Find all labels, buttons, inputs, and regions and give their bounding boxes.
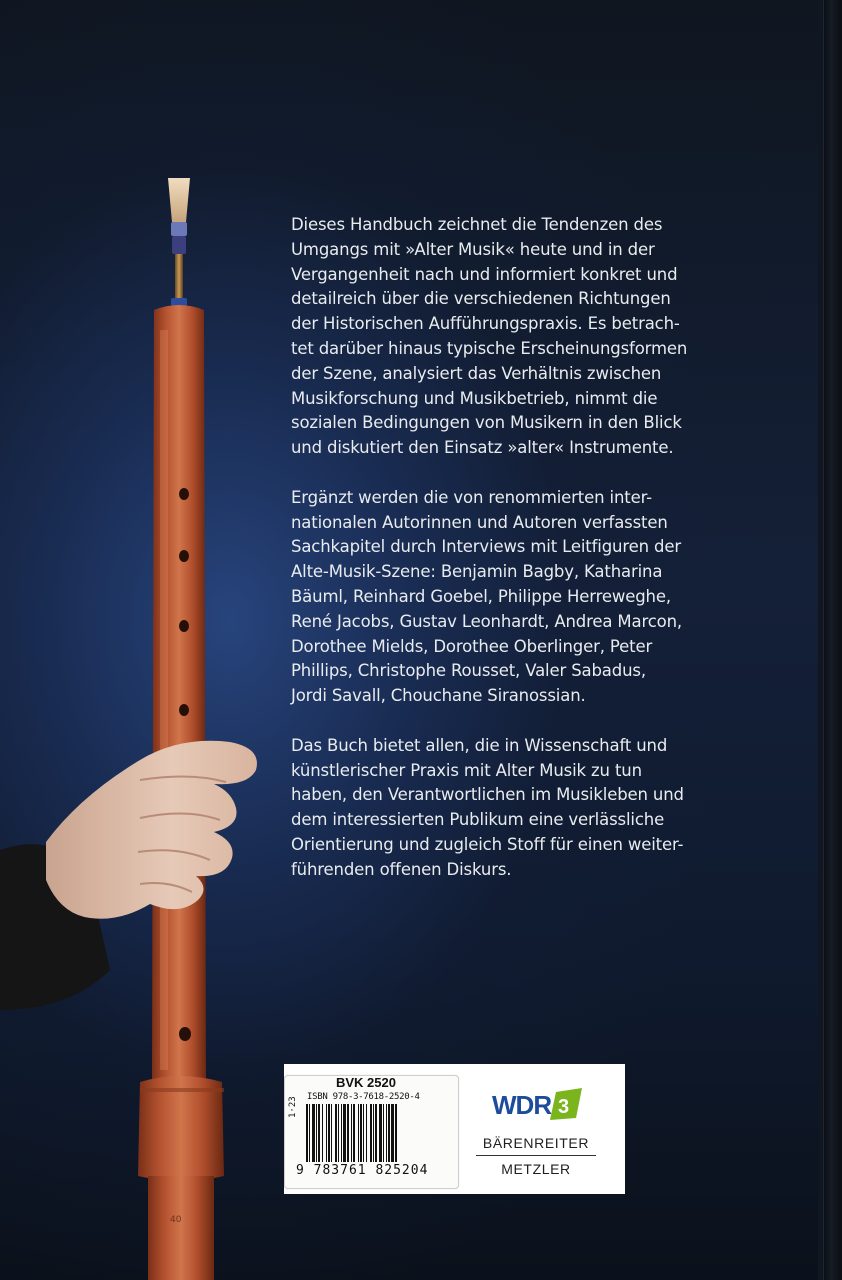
- barcode-bar: [322, 1104, 323, 1162]
- barcode-bar: [360, 1104, 362, 1162]
- barcode-bar: [363, 1104, 364, 1162]
- blurb-paragraph-1: Dieses Handbuch zeichnet die Tendenzen des Umgangs mit »Alter Musik« heute und in der Vergangenheit nach und informiert konkret und detailreich über die verschiedenen Richtungen der Historischen Aufführungspraxis. Es betrach- tet darüber hinaus typische Erscheinungsformen der Szene, analysiert das Verhältnis zwischen Musikforschung und Musikbetrieb, nimmt die sozialen Bedingungen von Musikern in den Blick und diskutiert den Einsatz »alter« Instrumente.: [291, 215, 688, 458]
- barcode-bar: [318, 1104, 320, 1162]
- wdr-channel-number: 3: [558, 1096, 570, 1118]
- finger-hole: [179, 704, 189, 716]
- blurb-paragraph-2: Ergänzt werden die von renommierten inter- nationalen Autorinnen und Autoren verfassten Sachkapitel durch Interviews mit Leitfiguren der Alte-Musik-Szene: Benjamin Bagby, Katharina Bäuml, Reinhard Goebel, Philippe Herreweghe, René Jacobs, Gustav Leonhardt, Andrea Marcon, Dorothee Mields, Dorothee Oberlinger, Peter Phillips, Christophe Rousset, Valer Sabadus, Jordi Savall, Chouchane Siranossian.: [291, 487, 682, 706]
- publisher-name-1: BÄRENREITER: [482, 1135, 590, 1151]
- barcode-bar: [343, 1104, 346, 1162]
- barcode-bar: [366, 1104, 367, 1162]
- barcode: [304, 1104, 432, 1162]
- publisher-logo: [476, 1135, 596, 1177]
- wdr-logo-text: WDR: [492, 1090, 552, 1120]
- blurb-paragraph-3: Das Buch bietet allen, die in Wissenschaft und künstlerischer Praxis mit Alter Musik zu tun haben, den Verantwortlichen im Musikleben und dem interessierten Publikum eine verlässliche Orientierung und zugleich Stoff für einen weiter- führenden offenen Diskurs.: [291, 735, 684, 879]
- back-cover-blurb: [291, 213, 723, 907]
- barcode-bar: [347, 1104, 349, 1162]
- wdr3-logo: [492, 1086, 584, 1122]
- svg-text:40: 40: [170, 1215, 182, 1225]
- barcode-bar: [316, 1104, 317, 1162]
- barcode-bar: [309, 1104, 310, 1162]
- isbn-text: ISBN 978-3-7618-2520-4: [307, 1092, 420, 1102]
- barcode-bar: [370, 1104, 372, 1162]
- barcode-bar: [353, 1104, 355, 1162]
- barcode-bar: [331, 1104, 332, 1162]
- barcode-bar: [335, 1104, 337, 1162]
- publisher-name-2: METZLER: [501, 1161, 571, 1177]
- barcode-bar: [373, 1104, 374, 1162]
- barcode-bar: [375, 1104, 377, 1162]
- barcode-bar: [391, 1104, 394, 1162]
- barcode-bar: [383, 1104, 384, 1162]
- barcode-bar: [358, 1104, 359, 1162]
- barcode-bar: [388, 1104, 390, 1162]
- barcode-bar: [306, 1104, 308, 1162]
- barcode-digits: 9 783761 825204: [296, 1163, 429, 1178]
- barcode-bar: [338, 1104, 339, 1162]
- barcode-bar: [341, 1104, 342, 1162]
- finger-hole: [179, 488, 189, 500]
- barcode-bar: [351, 1104, 352, 1162]
- barcode-bar: [379, 1104, 382, 1162]
- finger-hole: [179, 620, 189, 632]
- order-code: BVK 2520: [336, 1075, 396, 1090]
- barcode-bar: [328, 1104, 330, 1162]
- reed: [168, 178, 190, 222]
- barcode-bar: [326, 1104, 327, 1162]
- reed-binding: [171, 222, 187, 236]
- barcode-bar: [395, 1104, 397, 1162]
- finger-hole: [179, 550, 189, 562]
- finger-hole: [179, 1027, 191, 1041]
- barcode-bar: [386, 1104, 387, 1162]
- book-spine-edge: [823, 0, 842, 1280]
- publisher-divider: [476, 1155, 596, 1156]
- side-code: 1·23: [288, 1096, 298, 1118]
- barcode-bar: [312, 1104, 315, 1162]
- hand: [46, 741, 257, 919]
- staple: [175, 254, 183, 300]
